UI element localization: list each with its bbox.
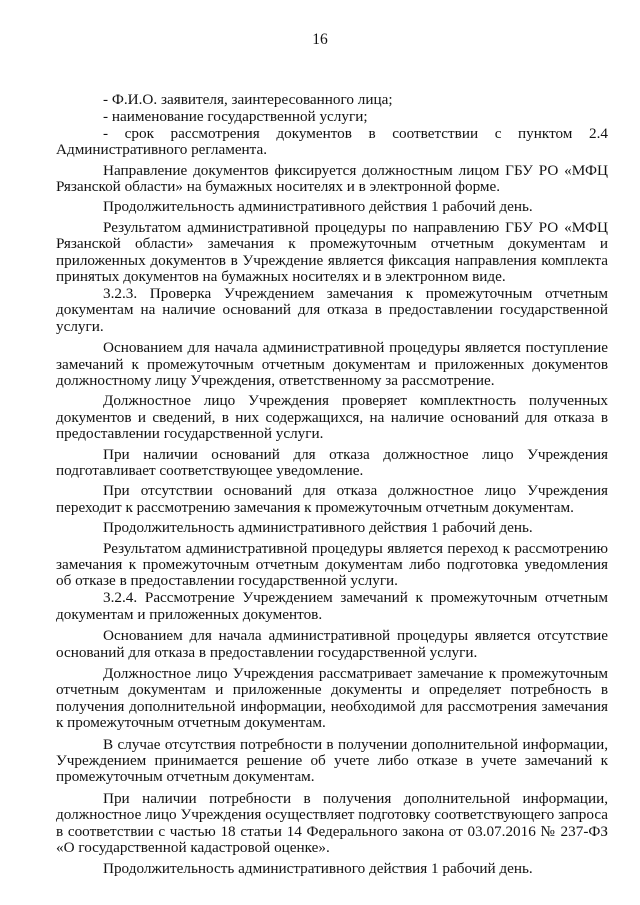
paragraph-routing-result: Результатом административной процедуры по направлению ГБУ РО «МФЦ Рязанской области» замечания к промежуточным отчетным документам и приложенных документов в Учреждение является фиксация направления комплекта принятых документов на бумажных носителях и в электронном виде. bbox=[56, 218, 608, 286]
paragraph-remark-review: Должностное лицо Учреждения рассматривает замечание к промежуточным отчетным документам и приложенные документы и определяет потребность в получения дополнительной информации, необходимой для рассмотрения замечания к промежуточным отчетным документам. bbox=[56, 665, 608, 732]
section-heading-3-2-3: 3.2.3. Проверка Учреждением замечания к промежуточным отчетным документам на наличие оснований для отказа в предоставлении государственной услуги. bbox=[56, 284, 608, 335]
paragraph-duration: Продолжительность административного действия 1 рабочий день. bbox=[103, 198, 533, 216]
list-item-review-period: - срок рассмотрения документов в соответствии с пунктом 2.4 Административного регламента. bbox=[56, 124, 608, 159]
paragraph-duration: Продолжительность административного действия 1 рабочий день. bbox=[103, 860, 533, 878]
page-number: 16 bbox=[312, 31, 328, 48]
document-body bbox=[56, 92, 608, 878]
paragraph-procedure-basis: Основанием для начала административной процедуры является отсутствие оснований для отказа в предоставлении государственной услуги. bbox=[56, 627, 608, 661]
paragraph-document-routing: Направление документов фиксируется должностным лицом ГБУ РО «МФЦ Рязанской области» на бумажных носителях и в электронной форме. bbox=[56, 161, 608, 196]
paragraph-additional-request: При наличии потребности в получения дополнительной информации, должностное лицо Учреждения осуществляет подготовку соответствующего запроса в соответствии с частью 18 статьи 14 Федерального закона от 03.07.2016 № 237-ФЗ «О государственной кадастровой оценке». bbox=[56, 789, 608, 857]
list-item-applicant-name: - Ф.И.О. заявителя, заинтересованного лица; bbox=[103, 91, 393, 108]
paragraph-procedure-basis: Основанием для начала административной процедуры является поступление замечаний к промежуточным отчетным документам и приложенных документов должностному лицу Учреждения, ответственному за рассмотрение. bbox=[56, 339, 608, 389]
paragraph-decision: В случае отсутствия потребности в получении дополнительной информации, Учреждением принимается решение об учете либо отказе в учете замечаний к промежуточным отчетным документам. bbox=[56, 735, 608, 786]
paragraph-duration: Продолжительность административного действия 1 рабочий день. bbox=[103, 519, 533, 537]
section-heading-3-2-4: 3.2.4. Рассмотрение Учреждением замечаний к промежуточным отчетным документам и приложенных документов. bbox=[56, 589, 608, 623]
paragraph-refusal-grounds: При наличии оснований для отказа должностное лицо Учреждения подготавливает соответствующее уведомление. bbox=[56, 445, 608, 480]
list-item-service-name: - наименование государственной услуги; bbox=[103, 107, 368, 125]
paragraph-completeness-check: Должностное лицо Учреждения проверяет комплектность полученных документов и сведений, в них содержащихся, на наличие оснований для отказа в предоставлении государственной услуги. bbox=[56, 392, 608, 443]
paragraph-no-refusal-grounds: При отсутствии оснований для отказа должностное лицо Учреждения переходит к рассмотрению замечания к промежуточным отчетным документам. bbox=[56, 482, 608, 516]
paragraph-check-result: Результатом административной процедуры является переход к рассмотрению замечания к промежуточным отчетным документам либо подготовка уведомления об отказе в предоставлении государственной услуги. bbox=[56, 539, 608, 590]
